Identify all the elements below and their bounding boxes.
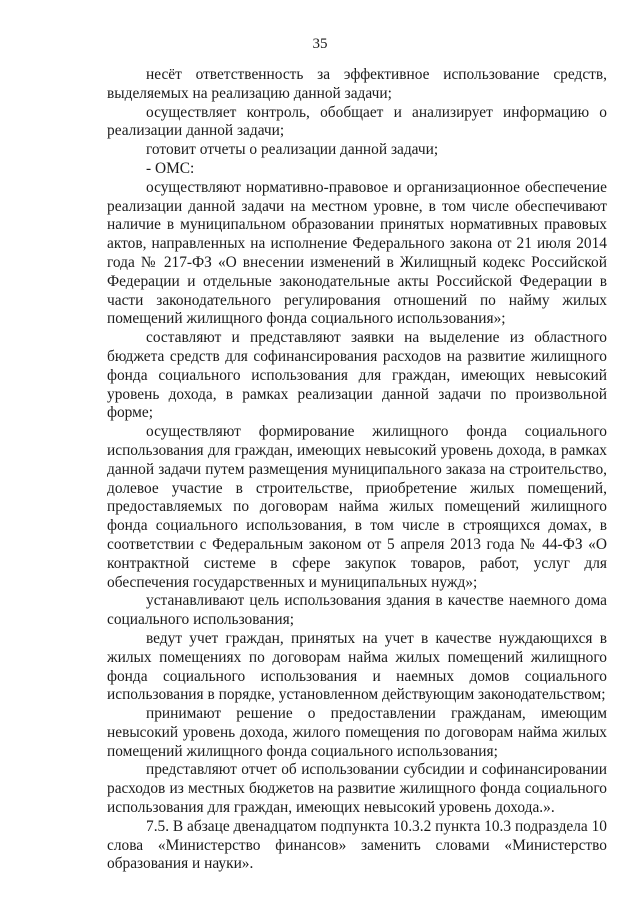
document-body [107, 66, 607, 874]
paragraph: принимают решение о предоставлении гражданам, имеющим невысокий уровень дохода, жилого помещения по договорам найма жилых помещений жилищного фонда социального использования; [107, 705, 607, 760]
paragraph: составляют и представляют заявки на выделение из областного бюджета средств для софинансирования расходов на развитие жилищного фонда социального использования для граждан, имеющих невысокий уровень дохода, в рамках реализации данной задачи по произвольной форме; [107, 329, 607, 422]
paragraph: осуществляют нормативно-правовое и организационное обеспечение реализации данной задачи на местном уровне, в том числе обеспечивают наличие в муниципальном образовании принятых нормативных правовых актов, направленных на исполнение Федерального закона от 21 июля 2014 года № 217-ФЗ «О внесении изменений в Жилищный кодекс Российской Федерации и отдельные законодательные акты Российской Федерации в части законодательного регулирования отношений по найму жилых помещений жилищного фонда социального использования»; [107, 178, 607, 328]
paragraph: осуществляет контроль, обобщает и анализирует информацию о реализации данной задачи; [107, 103, 607, 140]
paragraph: 7.5. В абзаце двенадцатом подпункта 10.3.2 пункта 10.3 подраздела 10 слова «Министерство финансов» заменить словами «Министерство образования и науки». [107, 817, 608, 873]
paragraph: представляют отчет об использовании субсидии и софинансировании расходов из местных бюджетов на развитие жилищного фонда социального использования для граждан, имеющих невысокий уровень дохода.». [107, 761, 607, 817]
paragraph: устанавливают цель использования здания в качестве наемного дома социального использования; [107, 592, 607, 629]
paragraph: осуществляют формирование жилищного фонда социального использования для граждан, имеющих невысокий уровень дохода, в рамках данной задачи путем размещения муниципального заказа на строительство, долевое участие в строительстве, приобретение жилых помещений, предоставляемых по договорам найма жилых помещений жилищного фонда социального использования, в том числе в строящихся домах, в соответствии с Федеральным законом от 5 апреля 2013 года № 44-ФЗ «О контрактной системе в сфере закупок товаров, работ, услуг для обеспечения государственных и муниципальных нужд»; [107, 423, 607, 591]
paragraph: ведут учет граждан, принятых на учет в качестве нуждающихся в жилых помещениях по договорам найма жилых помещений жилищного фонда социального использования и наемных домов социального использования в порядке, установленном действующим законодательством; [107, 629, 607, 704]
paragraph: готовит отчеты о реализации данной задачи; [146, 141, 439, 159]
page-number: 35 [312, 36, 328, 52]
paragraph: - ОМС: [146, 159, 195, 177]
paragraph: несёт ответственность за эффективное использование средств, выделяемых на реализацию данной задачи; [107, 66, 607, 102]
